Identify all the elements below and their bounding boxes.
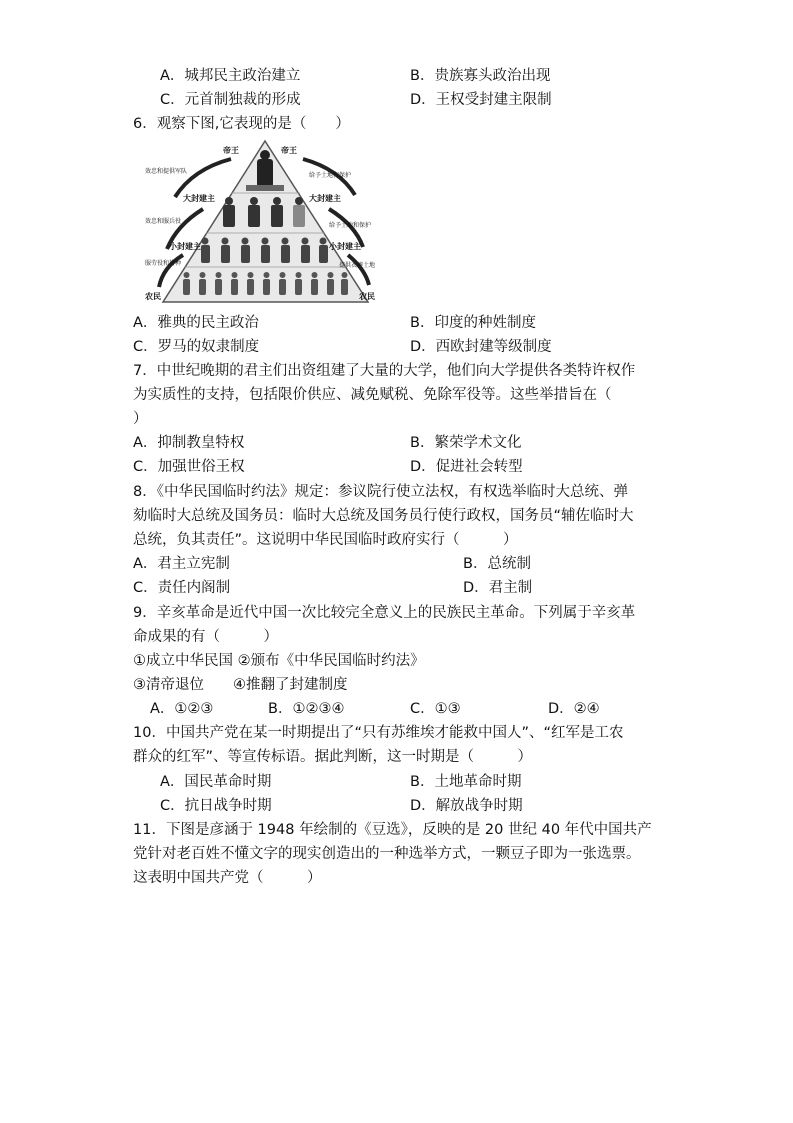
- q10-option-b: B．土地革命时期: [410, 774, 522, 790]
- q8-option-b: B．总统制: [463, 556, 531, 572]
- q7-option-b: B．繁荣学术文化: [410, 435, 522, 451]
- label-small-lord-right: 小封建主: [329, 242, 361, 251]
- label-great-lord-right: 大封建主: [309, 194, 341, 203]
- q9-stem-line1: 9．辛亥革命是近代中国一次比较完全意义上的民族民主革命。下列属于辛亥革: [133, 605, 636, 621]
- label-arrow1-left: 效忠和提供军队: [145, 168, 188, 175]
- label-peasant-left: 农民: [145, 292, 161, 301]
- q8-stem-line3: 总统，负其责任”。这说明中华民国临时政府实行（ ）: [133, 532, 518, 548]
- q9-items-line1: ①成立中华民国 ②颁布《中华民国临时约法》: [133, 653, 425, 669]
- q5-option-d: D．王权受封建主限制: [410, 92, 552, 108]
- q6-option-a: A．雅典的民主政治: [133, 315, 259, 331]
- q9-option-c: C．①③: [410, 701, 461, 717]
- label-arrow3-right: 提供衣裤土地: [339, 262, 376, 269]
- q6-option-c: C．罗马的奴隶制度: [133, 339, 260, 355]
- q10-option-a: A．国民革命时期: [160, 774, 272, 790]
- q7-option-c: C．加强世俗王权: [133, 459, 245, 475]
- label-arrow1-right: 给予土地和保护: [309, 172, 352, 179]
- label-peasant-right: 农民: [359, 292, 375, 301]
- q9-stem-line2: 命成果的有（ ）: [133, 629, 278, 645]
- q5-option-a: A．城邦民主政治建立: [160, 68, 301, 84]
- q7-stem-line1: 7．中世纪晚期的君主们出资组建了大量的大学，他们向大学提供各类特许权作: [133, 363, 636, 379]
- q9-option-a: A．①②③: [150, 701, 214, 717]
- q7-option-d: D．促进社会转型: [410, 459, 523, 475]
- label-arrow2-left: 效忠和服兵役: [145, 218, 182, 225]
- q10-stem-line1: 10．中国共产党在某一时期提出了“只有苏维埃才能救中国人”、“红军是工农: [133, 725, 624, 741]
- q7-option-a: A．抑制教皇特权: [133, 435, 245, 451]
- q8-stem-line2: 劾临时大总统及国务员：临时大总统及国务员行使行政权，国务员“辅佐临时大: [133, 508, 634, 524]
- q11-stem-line1: 11．下图是彦涵于 1948 年绘制的《豆选》，反映的是 20 世纪 40 年代中国共产: [133, 822, 652, 838]
- q6-option-b: B．印度的种姓制度: [410, 315, 536, 331]
- label-arrow2-right: 给予土地和保护: [329, 222, 372, 229]
- q8-option-a: A．君主立宪制: [133, 556, 230, 572]
- q5-option-b: B．贵族寡头政治出现: [410, 68, 551, 84]
- q8-option-c: C．责任内阁制: [133, 580, 231, 596]
- q10-option-c: C．抗日战争时期: [160, 798, 272, 814]
- q8-option-d: D．君主制: [463, 580, 533, 596]
- q11-stem-line3: 这表明中国共产党（ ）: [133, 870, 322, 886]
- q6-stem: 6．观察下图,它表现的是（ ）: [133, 116, 350, 132]
- q8-stem-line1: 8．《中华民国临时约法》规定：参议院行使立法权，有权选举临时大总统、弹: [133, 484, 628, 500]
- q9-option-d: D．②④: [548, 701, 600, 717]
- q6-option-d: D．西欧封建等级制度: [410, 339, 552, 355]
- feudal-hierarchy-figure: [143, 137, 388, 307]
- q5-option-c: C．元首制独裁的形成: [160, 92, 301, 108]
- label-arrow3-left: 服劳役和耕种: [145, 260, 182, 267]
- q10-option-d: D．解放战争时期: [410, 798, 523, 814]
- q7-stem-line3: ）: [133, 411, 148, 427]
- label-emperor-right: 帝王: [281, 146, 297, 155]
- label-great-lord-left: 大封建主: [183, 194, 215, 203]
- q9-option-b: B．①②③④: [268, 701, 345, 717]
- q7-stem-line2: 为实质性的支持，包括限价供应、减免赋税、免除军役等。这些举措旨在（: [133, 387, 612, 403]
- q11-stem-line2: 党针对老百姓不懂文字的现实创造出的一种选举方式，一颗豆子即为一张选票。: [133, 846, 641, 862]
- q9-items-line2: ③清帝退位 ④推翻了封建制度: [133, 677, 348, 693]
- label-small-lord-left: 小封建主: [169, 242, 201, 251]
- label-emperor-left: 帝王: [223, 146, 239, 155]
- q10-stem-line2: 群众的红军”、等宣传标语。据此判断，这一时期是（ ）: [133, 749, 533, 765]
